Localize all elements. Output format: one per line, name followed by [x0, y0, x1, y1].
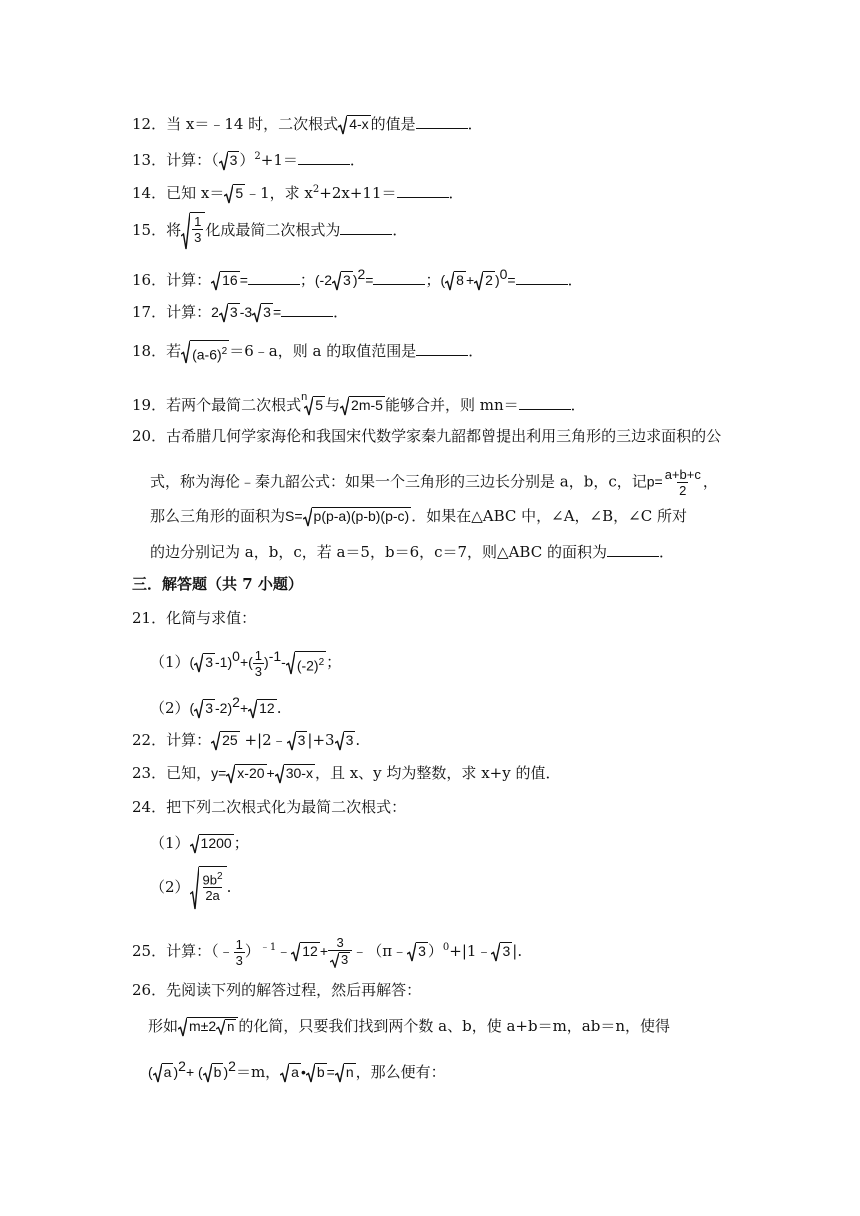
radical-sign — [252, 303, 261, 323]
sqrt-expression: 2m-5 — [340, 396, 385, 416]
problem-21: 21．化简与求值： — [132, 609, 257, 627]
problem-26-line-3: ( a )$^2$+ ( b )$^2$＝m， a • b = n ，那么便有： — [148, 1058, 446, 1081]
radical-sign — [338, 115, 347, 135]
sqrt-expression: 3 — [491, 942, 512, 962]
radical-sign — [203, 1063, 212, 1083]
sqrt-expression: 5 — [304, 396, 325, 416]
sqrt-expression: 3 — [330, 952, 350, 968]
sqrt-expression: 5 — [224, 184, 245, 204]
problem-13: 13．计算：（ 3 ）$^2$+1＝ ． — [132, 151, 365, 169]
answer-blank[interactable] — [416, 114, 468, 129]
radical-sign — [445, 271, 454, 291]
sqrt-expression: 3 — [332, 271, 353, 291]
radical-sign — [335, 1063, 344, 1083]
answer-blank[interactable] — [516, 270, 568, 285]
sqrt-expression: 8 — [445, 271, 466, 291]
sqrt-expression: 3 — [407, 942, 428, 962]
problem-22: 22．计算： 25 +|2﹣ 3 |+3 3 . — [132, 731, 361, 749]
answer-blank[interactable] — [607, 542, 659, 557]
answer-blank[interactable] — [519, 395, 571, 410]
problem-20-line-3: 那么三角形的面积为S= p(p-a)(p-b)(p-c) ．如果在△ABC 中，∠A，∠B，∠C 所对 — [150, 507, 687, 525]
sqrt-expression: 3 — [287, 731, 308, 751]
sqrt-expression: m±2 n — [178, 1017, 238, 1037]
problem-26: 26．先阅读下列的解答过程，然后再解答： — [132, 981, 422, 999]
fraction: $\frac{1}{3}$ — [235, 936, 243, 968]
sqrt-expression: 3 — [194, 653, 215, 673]
sqrt-expression: 3 — [252, 303, 273, 323]
sqrt-expression: p(p-a)(p-b)(p-c) — [303, 507, 412, 527]
problem-23: 23．已知，y= x-20 + 30-x ，且 x、y 均为整数，求 x+y 的值． — [132, 764, 561, 782]
sqrt-expression: n — [335, 1063, 356, 1083]
problem-21-part-2: （2）( 3 -2)$^2$+ 12 . — [150, 694, 282, 717]
sqrt-expression: a — [153, 1063, 174, 1083]
radical-sign — [304, 396, 313, 416]
problem-25: 25．计算：（﹣ $\frac{1}{3}$ ）$^{﹣1}$﹣ 12 + $\frac{3}{3}$ ﹣（π﹣ 3 ）$^0$+|1﹣ 3 |. — [132, 935, 523, 968]
answer-blank[interactable] — [298, 150, 350, 165]
radical-sign — [211, 271, 220, 291]
sqrt-expression: 3 — [219, 151, 240, 171]
radical-sign — [491, 942, 500, 962]
problem-24-part-1: （1） 1200 ； — [150, 834, 249, 852]
sqrt-expression: 3 — [219, 303, 240, 323]
fraction: $\frac{1}{3}$ — [194, 214, 202, 245]
radical-sign — [248, 699, 257, 719]
radical-sign — [291, 942, 300, 962]
fraction: $\frac{a+b+c}{2}$ — [664, 467, 701, 498]
answer-blank[interactable] — [248, 270, 300, 285]
problem-14: 14．已知 x＝ 5 ﹣1，求 $x^2+2x+11=$ ． — [132, 184, 464, 202]
radical-sign — [211, 731, 220, 751]
fraction: $\frac{3}{3}$ — [328, 936, 352, 968]
radical-sign — [340, 396, 349, 416]
sqrt-expression: n — [216, 1019, 236, 1035]
problem-16: 16．计算： 16 = ；(-2 3 )$^2$= ；( 8 + 2 )$^0$= ． — [132, 266, 583, 289]
radical-sign — [286, 651, 295, 675]
sqrt-expression: 16 — [211, 271, 240, 291]
sqrt-expression: 1200 — [190, 834, 234, 854]
radical-sign — [194, 653, 203, 673]
sqrt-expression: 3 — [335, 731, 356, 751]
sqrt-expression: 25 — [211, 731, 240, 751]
radical-sign — [226, 764, 235, 784]
sqrt-expression: b — [306, 1063, 327, 1083]
radical-sign — [181, 340, 190, 364]
radical-sign — [153, 1063, 162, 1083]
section-heading: 三．解答题（共 7 小题） — [132, 575, 303, 593]
problem-24-part-2: （2） $\frac{9b^2}{2a}$ . — [150, 866, 231, 910]
problem-15: 15．将 $\frac{1}{3}$ 化成最简二次根式为 ． — [132, 212, 407, 250]
radical-sign — [306, 1063, 315, 1083]
sqrt-fraction — [190, 866, 227, 910]
problem-20: 20．古希腊几何学家海伦和我国宋代数学家秦九韶都曾提出利用三角形的三边求面积的公 — [132, 427, 722, 445]
sqrt-expression: 12 — [291, 942, 320, 962]
problem-20-line-4: 的边分别记为 a，b，c，若 a＝5，b＝6，c＝7，则△ABC 的面积为 ． — [150, 543, 674, 561]
sqrt-expression: 4-x — [338, 115, 370, 135]
problem-21-part-1: （1）( 3 -1)$^0$+( $\frac{1}{3}$ )$^{-1}$- $(-2)^2$ ； — [150, 647, 342, 679]
radical-sign — [280, 1063, 289, 1083]
radical-sign — [275, 764, 284, 784]
radical-sign — [407, 942, 416, 962]
sqrt-expression: 12 — [248, 699, 277, 719]
sqrt-expression: a — [280, 1063, 301, 1083]
radical-sign — [335, 731, 344, 751]
radical-sign — [178, 1017, 187, 1037]
radical-sign — [190, 834, 199, 854]
sqrt-expression: 2 — [474, 271, 495, 291]
answer-blank[interactable] — [373, 270, 425, 285]
sqrt-fraction — [181, 212, 205, 250]
radical-sign — [332, 271, 341, 291]
sqrt-expression: x-20 — [226, 764, 266, 784]
answer-blank[interactable] — [397, 183, 449, 198]
fraction: $\frac{1}{3}$ — [254, 647, 263, 679]
radical-sign — [219, 303, 228, 323]
sqrt-expression: $(a-6)^2$ — [181, 340, 229, 364]
problem-19: 19．若两个最简二次根式$^n$ 5 与 2m-5 能够合并，则 mn＝ ． — [132, 391, 586, 414]
sqrt-expression: $(-2)^2$ — [286, 651, 326, 675]
problem-20-line-2: 式，称为海伦﹣秦九韶公式：如果一个三角形的三边长分别是 a，b，c，记p= $\frac{a+b+c}{2}$ ， — [150, 467, 718, 498]
problem-26-line-2: 形如 m±2 n 的化简，只要我们找到两个数 a、b，使 a+b＝m，ab＝n，使得 — [148, 1017, 671, 1035]
answer-blank[interactable] — [281, 302, 333, 317]
problem-12: 12．当 x＝﹣14 时，二次根式 4-x 的值是 ． — [132, 115, 483, 133]
sqrt-expression: 30-x — [275, 764, 315, 784]
radical-sign — [224, 184, 233, 204]
radical-sign — [219, 151, 228, 171]
fraction: $\frac{9b^2}{2a}$ — [202, 871, 223, 904]
problem-17: 17．计算：2 3 -3 3 = ． — [132, 303, 349, 321]
problem-18: 18．若 $(a-6)^2$ ＝6﹣a，则 a 的取值范围是 ． — [132, 342, 484, 363]
radical-sign — [216, 1019, 225, 1035]
radical-sign — [181, 212, 190, 250]
sqrt-expression: 3 — [194, 699, 215, 719]
problem-24: 24．把下列二次根式化为最简二次根式： — [132, 798, 407, 816]
radical-sign — [287, 731, 296, 751]
radical-sign — [190, 866, 199, 910]
radical-sign — [303, 507, 312, 527]
sqrt-expression: b — [203, 1063, 224, 1083]
radical-sign — [194, 699, 203, 719]
answer-blank[interactable] — [340, 220, 392, 235]
answer-blank[interactable] — [416, 341, 468, 356]
radical-sign — [330, 952, 339, 968]
radical-sign — [474, 271, 483, 291]
